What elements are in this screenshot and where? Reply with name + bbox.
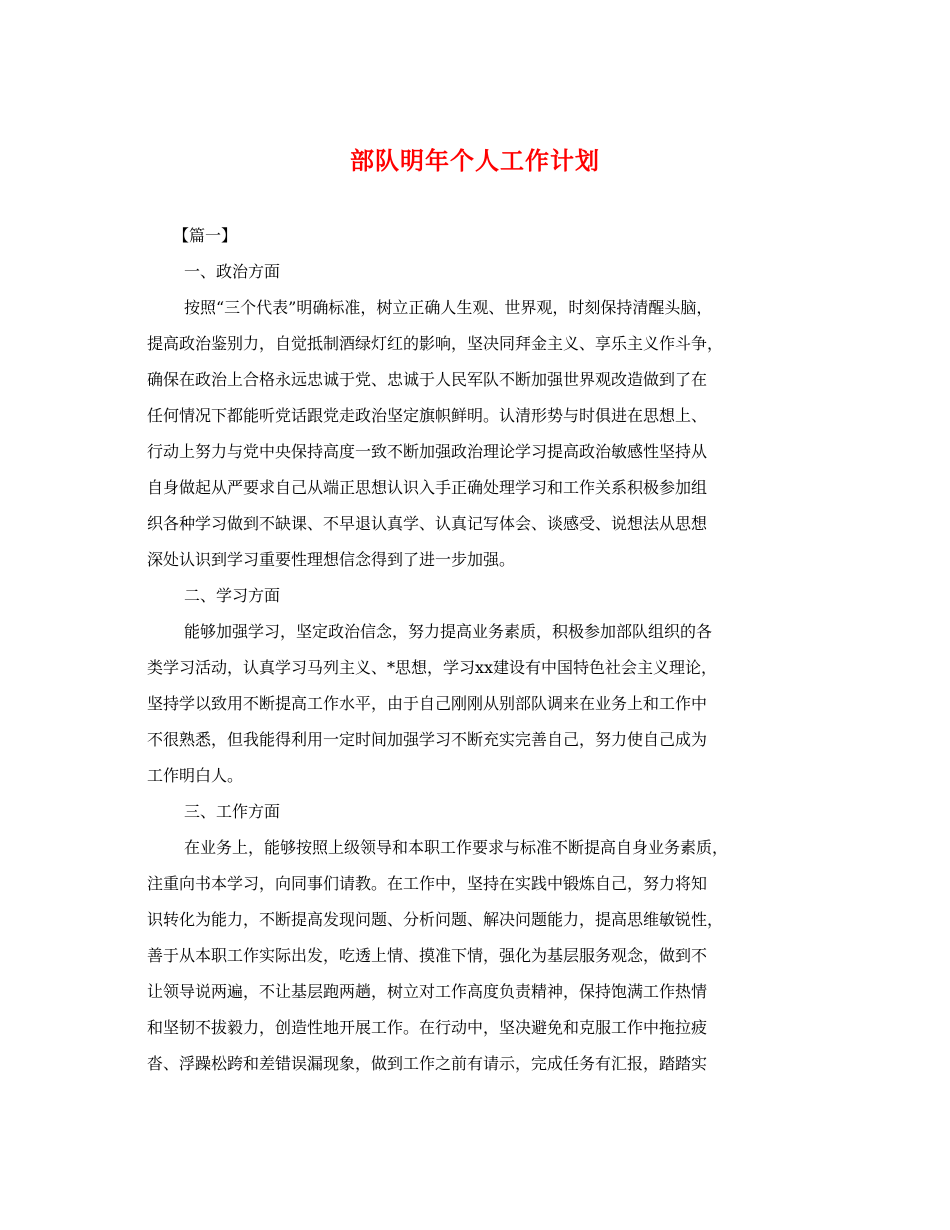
paragraph-line: 注重向书本学习，向同事们请教。在工作中，坚持在实践中锻炼自己，努力将知	[147, 874, 708, 893]
paragraph-line: 能够加强学习，坚定政治信念，努力提高业务素质，积极参加部队组织的各	[184, 622, 713, 641]
paragraph-line: 任何情况下都能听党话跟党走政治坚定旗帜鲜明。认清形势与时俱进在思想上、	[147, 406, 708, 425]
heading-study: 二、学习方面	[184, 586, 281, 605]
heading-political: 一、政治方面	[184, 262, 281, 281]
paragraph-line: 在业务上，能够按照上级领导和本职工作要求与标准不断提高自身业务素质，	[184, 838, 729, 857]
paragraph-line: 不很熟悉，但我能得利用一定时间加强学习不断充实完善自己，努力使自己成为	[147, 730, 708, 749]
paragraph-line: 织各种学习做到不缺课、不早退认真学、认真记写体会、谈感受、说想法从思想	[147, 514, 708, 533]
paragraph-line: 行动上努力与党中央保持高度一致不断加强政治理论学习提高政治敏感性坚持从	[147, 442, 708, 461]
document-body	[147, 218, 807, 1082]
paragraph-line: 识转化为能力，不断提高发现问题、分析问题、解决问题能力，提高思维敏锐性，	[147, 910, 724, 929]
paragraph-work	[147, 830, 807, 1082]
paragraph-line: 和坚韧不拔毅力，创造性地开展工作。在行动中，坚决避免和克服工作中拖拉疲	[147, 1018, 708, 1037]
paragraph-line: 善于从本职工作实际出发，吃透上情、摸准下情，强化为基层服务观念，做到不	[147, 946, 708, 965]
section-label: 【篇一】	[173, 226, 238, 245]
paragraph-line: 按照“三个代表”明确标准，树立正确人生观、世界观，时刻保持清醒头脑，	[184, 298, 713, 317]
paragraph-line: 工作明白人。	[147, 766, 244, 785]
paragraph-study	[147, 614, 807, 794]
paragraph-line: 提高政治鉴别力，自觉抵制酒绿灯红的影响，坚决同拜金主义、享乐主义作斗争，	[147, 334, 724, 353]
paragraph-line: 类学习活动，认真学习马列主义、*思想，学习xx建设有中国特色社会主义理论，	[147, 658, 718, 677]
paragraph-political	[147, 290, 807, 578]
document-title: 部队明年个人工作计划	[350, 147, 600, 175]
heading-work: 三、工作方面	[184, 802, 281, 821]
paragraph-line: 沓、浮躁松跨和差错误漏现象，做到工作之前有请示，完成任务有汇报，踏踏实	[147, 1054, 708, 1073]
paragraph-line: 确保在政治上合格永远忠诚于党、忠诚于人民军队不断加强世界观改造做到了在	[147, 370, 708, 389]
paragraph-line: 深处认识到学习重要性理想信念得到了进一步加强。	[147, 550, 516, 569]
paragraph-line: 让领导说两遍，不让基层跑两趟，树立对工作高度负责精神，保持饱满工作热情	[147, 982, 708, 1001]
paragraph-line: 自身做起从严要求自己从端正思想认识入手正确处理学习和工作关系积极参加组	[147, 478, 708, 497]
paragraph-line: 坚持学以致用不断提高工作水平，由于自己刚刚从别部队调来在业务上和工作中	[147, 694, 708, 713]
